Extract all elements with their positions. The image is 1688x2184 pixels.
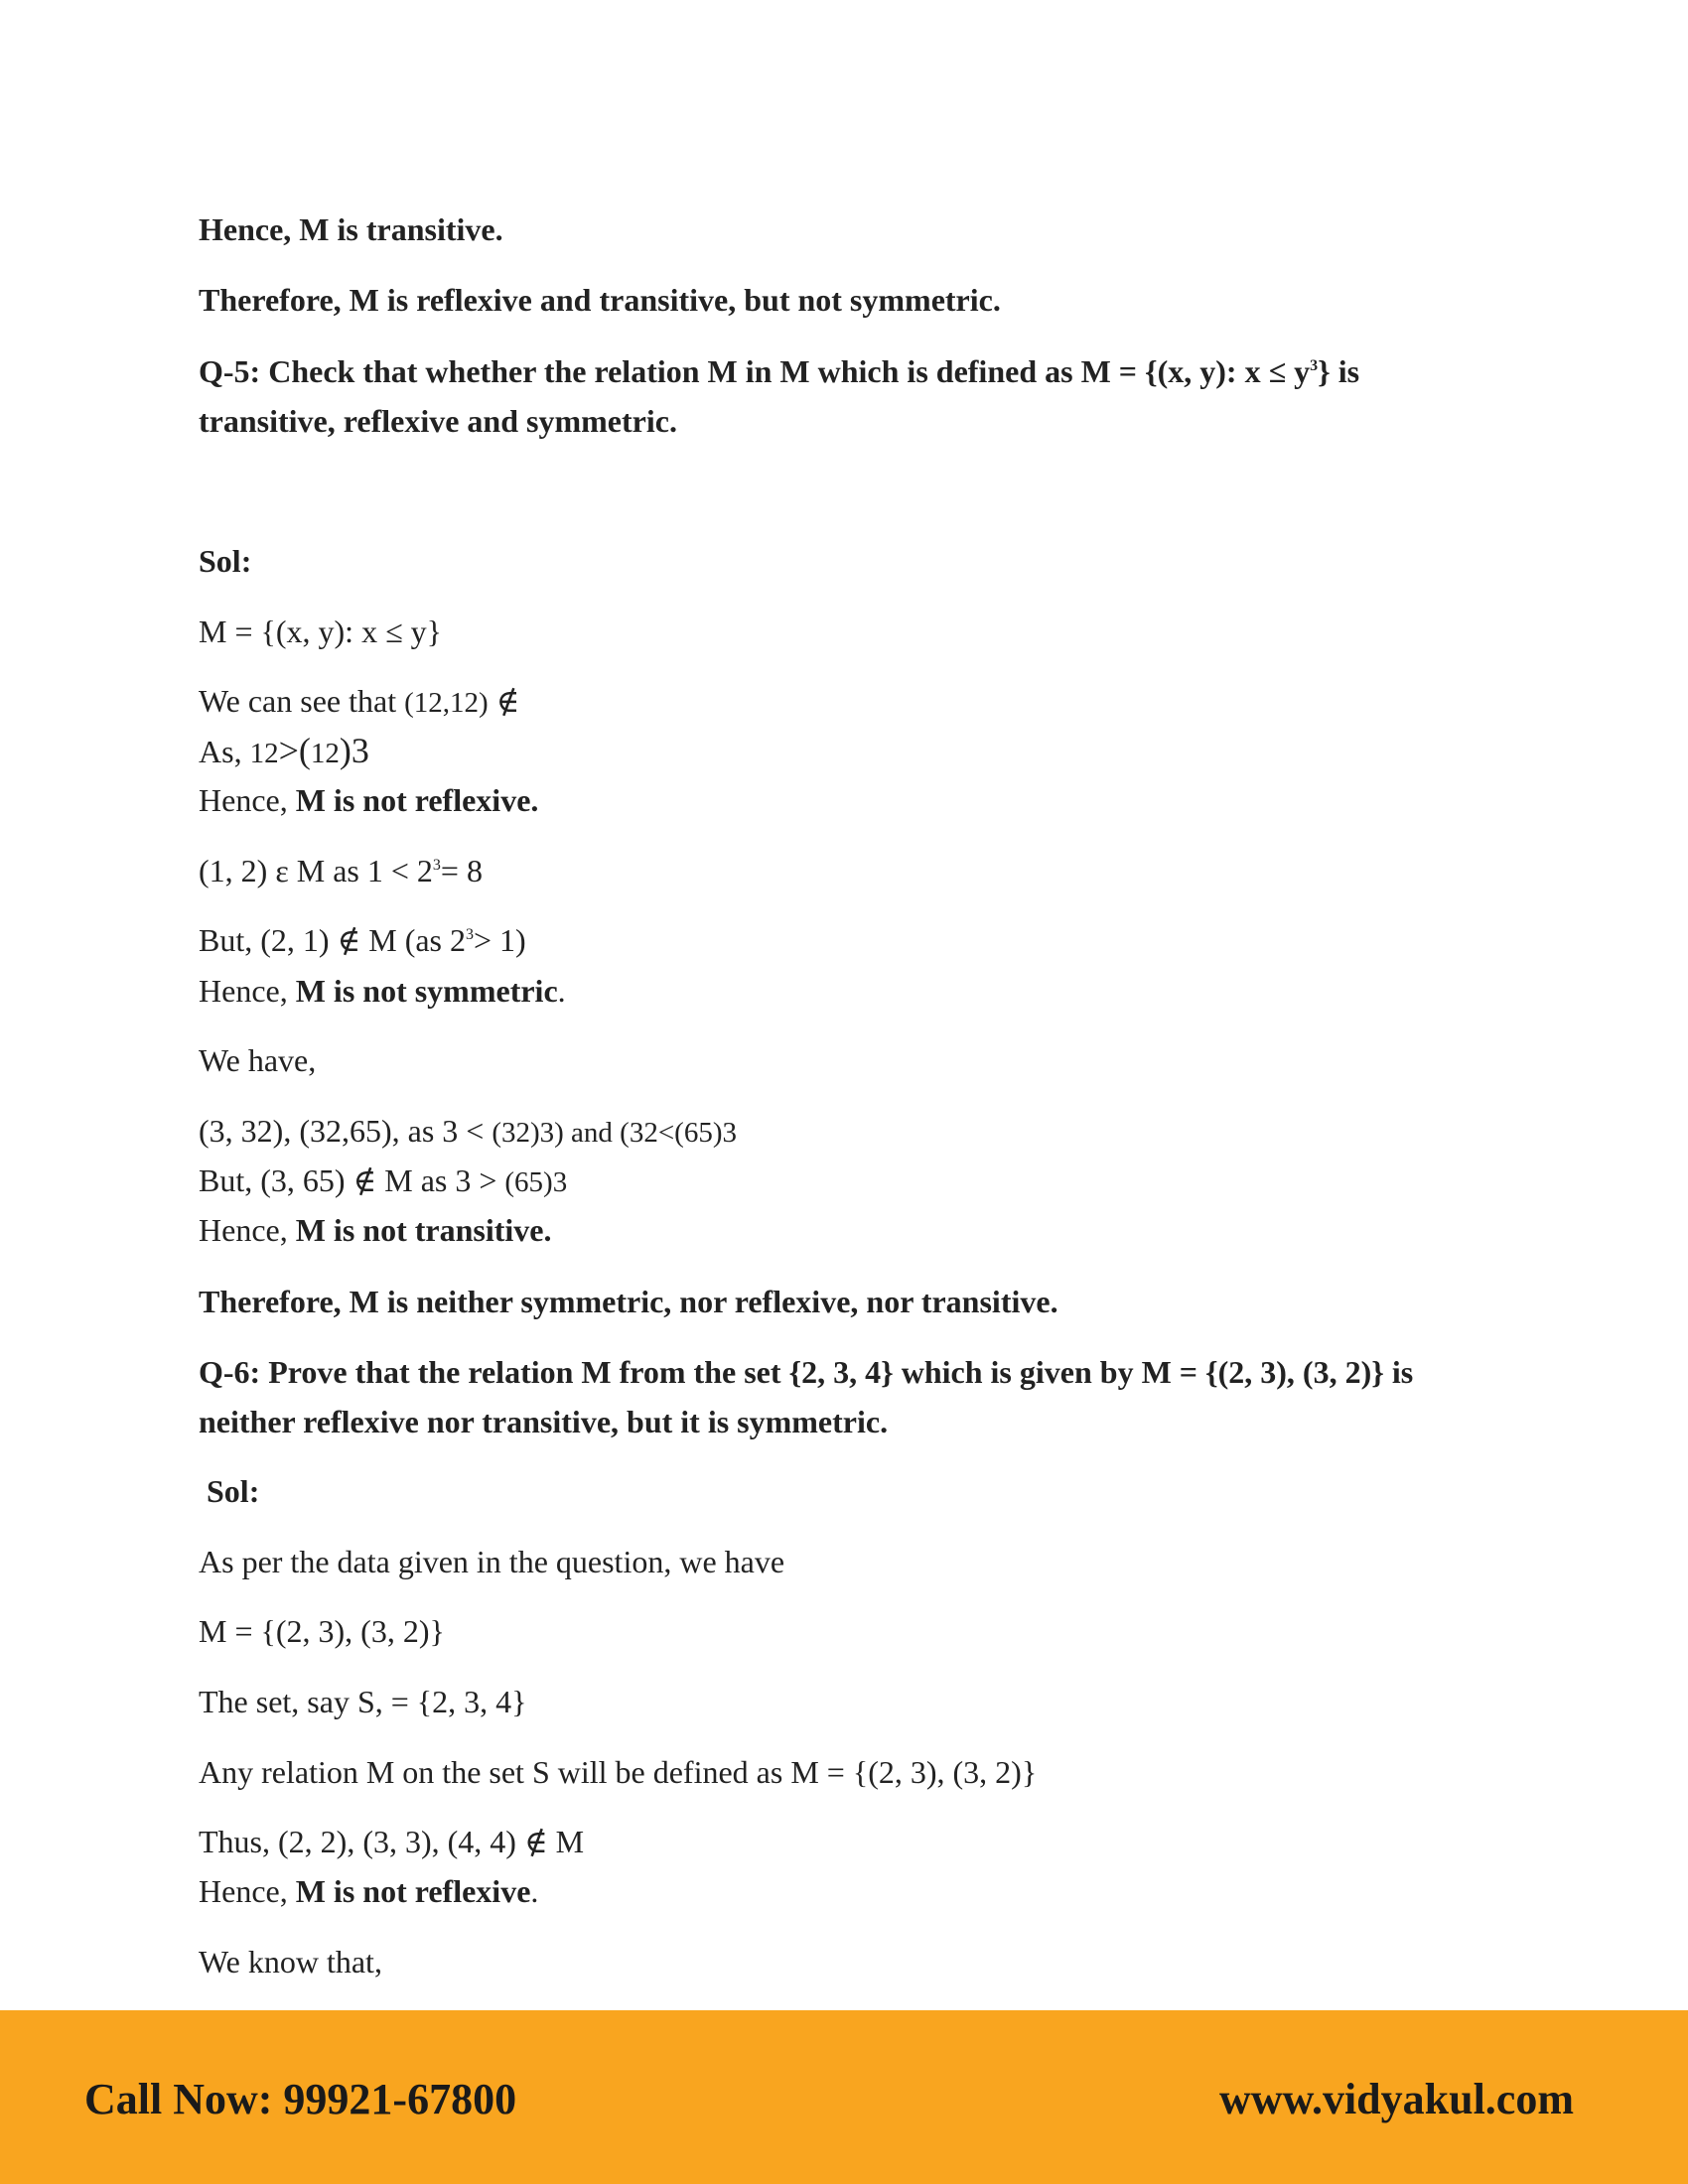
text-line: M = {(x, y): x ≤ y} — [199, 614, 442, 649]
question-6-heading: Q-6: Prove that the relation M from the set {2, 3, 4} which is given by M = {(2, 3), (3, 2)} is — [199, 1354, 1414, 1390]
conclusion-line: Therefore, M is neither symmetric, nor reflexive, nor transitive. — [199, 1284, 1058, 1319]
text-line: Any relation M on the set S will be defined as M = {(2, 3), (3, 2)} — [199, 1754, 1038, 1790]
solution-label: Sol: — [199, 543, 252, 579]
call-now-text: Call Now: 99921-67800 — [84, 2075, 517, 2123]
text-line: As per the data given in the question, we have — [199, 1544, 785, 1579]
solution-label: Sol: — [207, 1473, 260, 1509]
question-5-heading: Q-5: Check that whether the relation M in M which is defined as M = {(x, y): $x \le y^3$} is — [199, 353, 1360, 389]
text-line: The set, say S, = {2, 3, 4} — [199, 1684, 527, 1719]
text-line: Hence, M is transitive. — [199, 211, 503, 247]
text-line: (3, 32), (32,65), as 3 < (32)3) and (32<(65)3 — [199, 1113, 737, 1149]
text-line: But, (3, 65) ∉ M as 3 > (65)3 — [199, 1162, 568, 1198]
text-line: Hence, M is not transitive. — [199, 1212, 552, 1248]
text-line: As, 12>(12)3 — [199, 731, 369, 770]
text-line: Hence, M is not symmetric. — [199, 973, 566, 1009]
question-5-heading-cont: transitive, reflexive and symmetric. — [199, 403, 677, 439]
text-line: We know that, — [199, 1944, 382, 1979]
website-link[interactable]: www.vidyakul.com — [1219, 2075, 1574, 2123]
text-line: We have, — [199, 1042, 317, 1078]
text-line: Thus, (2, 2), (3, 3), (4, 4) ∉ M — [199, 1824, 585, 1859]
question-6-heading-cont: neither reflexive nor transitive, but it is symmetric. — [199, 1404, 889, 1439]
text-line: M = {(2, 3), (3, 2)} — [199, 1613, 445, 1649]
text-line: Therefore, M is reflexive and transitive, but not symmetric. — [199, 282, 1001, 318]
footer-banner — [0, 2010, 1688, 2184]
text-line: Hence, M is not reflexive. — [199, 782, 539, 818]
text-line: Hence, M is not reflexive. — [199, 1873, 539, 1909]
text-line: (1, 2) ε M as $1 < 2^3= 8$ — [199, 853, 483, 888]
text-line: But, (2, 1) ∉ M (as $2^3> 1$) — [199, 922, 526, 958]
text-line: We can see that (12,12) ∉ — [199, 683, 520, 719]
